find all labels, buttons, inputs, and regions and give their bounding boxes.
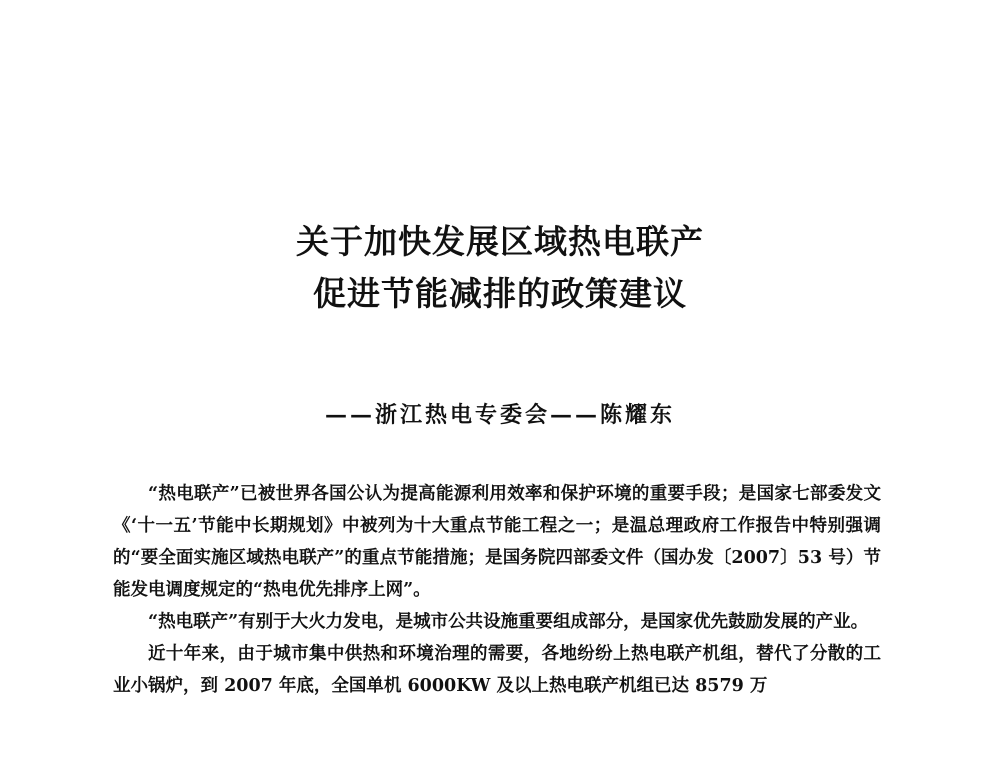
title-line-2: 促进节能减排的政策建议 (313, 274, 687, 313)
paragraph: “热电联产”已被世界各国公认为提高能源利用效率和保护环境的重要手段；是国家七部委发文《‘十一五’节能中长期规划》中被列为十大重点节能工程之一；是温总理政府工作报告中特别强调的“要全面实施区域热电联产”的重点节能措施；是国务院四部委文件（国办发〔2007〕53 号）节能发电调度规定的“热电优先排序上网”。 (113, 484, 881, 600)
paragraph: 近十年来，由于城市集中供热和环境治理的需要，各地纷纷上热电联产机组，替代了分散的工业小锅炉，到 2007 年底，全国单机 6000KW 及以上热电联产机组已达 8579 万 (113, 644, 881, 696)
body-text (113, 478, 881, 702)
title-line-1: 关于加快发展区域热电联产 (296, 222, 704, 261)
paragraph: “热电联产”有别于大火力发电，是城市公共设施重要组成部分，是国家优先鼓励发展的产业。 (148, 612, 869, 632)
byline: ——浙江热电专委会——陈耀东 (324, 402, 675, 428)
